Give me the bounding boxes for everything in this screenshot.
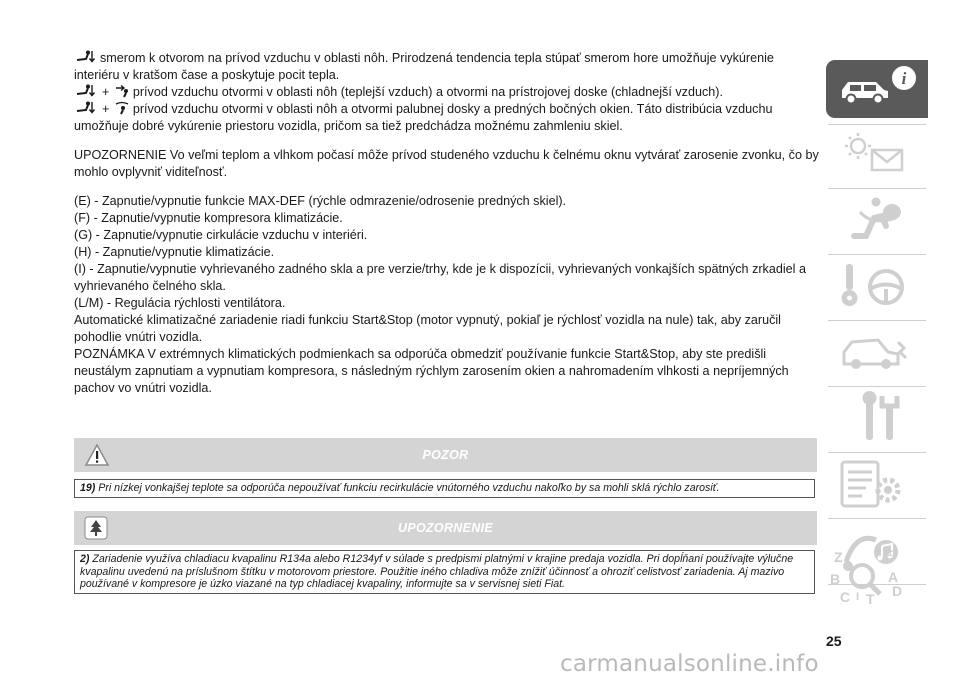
paragraph-warning: UPOZORNENIE Vo veľmi teplom a vlhkom počasí môže prívod studeného vzduchu k čelnému oknu vytvárať zarosenie zvonku, čo by mohlo ovplyvniť viditeľnosť.	[74, 148, 819, 179]
upozornenie-number: 2)	[80, 553, 90, 565]
watermark: carmanualsonline.info	[560, 651, 819, 677]
warning-lights-icon	[826, 126, 928, 184]
list-item: (L/M) - Regulácia rýchlosti ventilátora.	[74, 296, 286, 310]
upozornenie-body	[74, 550, 815, 594]
list-item: (F) - Zapnutie/vypnutie kompresora klimatizácie.	[74, 211, 343, 225]
tab-safety[interactable]	[826, 192, 928, 250]
pozor-body	[74, 479, 815, 498]
list-item: Automatické klimatizačné zariadenie riadi funkciu Start&Stop (motor vypnutý, pokiaľ je rýchlosť vozidla na nule) tak, aby zaručil pohodlie vnútri vozidla.	[74, 313, 781, 344]
wrench-icon	[826, 390, 928, 448]
airbag-seat-icon	[826, 192, 928, 250]
list-item: POZNÁMKA V extrémnych klimatických podmienkach sa odporúča obmedziť používanie funkcie Start&Stop, aby ste predišli neustálym zapnutiam a vypnutiam kompresora, s následným rýchlym zarosením okien a nahromadením vlhkosti a nepríjemných pachov vo vnútri vozidla.	[74, 347, 789, 395]
pozor-header	[74, 438, 817, 472]
pozor-text: Pri nízkej vonkajšej teplote sa odporúča nepoužívať funkciu recirkulácie vnútorného vzduchu nakoľko by sa mohli sklá rýchlo zarosiť.	[98, 482, 720, 494]
specs-gear-icon	[826, 456, 928, 514]
tab-warning-lights[interactable]	[826, 126, 928, 184]
index-letters-icon	[826, 548, 928, 606]
air-feet-icon	[74, 101, 96, 115]
car-info-icon	[826, 60, 928, 118]
paragraph-feet-windscreen: + prívod vzduchu otvormi v oblasti nôh a otvormi palubnej dosky a predných bočných okien. Táto distribúcia vzduchu umožňuje dobré vykúrenie priestoru vozidla, pričom sa tiež predchádza možnému zahmleniu skiel.	[74, 102, 773, 133]
car-crash-icon	[826, 324, 928, 382]
index-letter: I	[856, 591, 860, 603]
tab-maintenance[interactable]	[826, 390, 928, 448]
upozornenie-header	[74, 511, 817, 545]
svg-text:i: i	[901, 69, 907, 88]
air-feet-icon	[74, 50, 96, 64]
upozornenie-title: UPOZORNENIE	[398, 521, 493, 535]
paragraph-feet: smerom k otvorom na prívod vzduchu v oblasti nôh. Prirodzená tendencia tepla stúpať smerom hore umožňuje vykúrenie interiéru v kratšom čase a poskytuje pocit tepla.	[74, 51, 774, 82]
list-item: (G) - Zapnutie/vypnutie cirkulácie vzduchu v interiéri.	[74, 228, 368, 242]
air-windscreen-icon	[115, 101, 129, 115]
tab-index[interactable]	[826, 548, 928, 606]
pozor-title: POZOR	[422, 448, 469, 462]
upozornenie-text: Zariadenie využíva chladiacu kvapalinu R134a alebo R1234yf v súlade s predpismi platnými v krajine predaja vozidla. Pri dopĺňaní používajte výlučne kvapalinu uvedenú na príslušnom štítku v motorovom priestore. Použitie iného chladiva môže znížiť účinnosť a ohroziť celistvosť zariadenia. Aj mazivo používané v kompresore je úzko viazané na typ chladiacej kvapaliny, informujte sa v servisnej sieti Fiat.	[80, 553, 794, 590]
list-item: (E) - Zapnutie/vypnutie funkcie MAX-DEF (rýchle odmrazenie/odrosenie predných skiel).	[74, 194, 567, 208]
body-text	[74, 50, 822, 397]
tab-technical-data[interactable]	[826, 456, 928, 514]
air-feet-icon	[74, 84, 96, 98]
list-item: (I) - Zapnutie/vypnutie vyhrievaného zadného skla a pre verzie/trhy, kde je k dispozícii, vyhrievaných vonkajších spätných zrkadiel a vyhrievaného čelného skla.	[74, 262, 806, 293]
key-steering-icon	[826, 258, 928, 316]
index-letter: E	[884, 548, 894, 563]
pozor-number: 19)	[80, 482, 96, 494]
air-face-icon	[115, 84, 129, 98]
paragraph-feet-dash: + prívod vzduchu otvormi v oblasti nôh (teplejší vzduch) a otvormi na prístrojovej doske (chladnejší vzduch).	[74, 84, 822, 101]
index-letter: C	[840, 589, 851, 605]
index-letter: T	[866, 591, 875, 606]
index-letter: A	[888, 569, 899, 585]
index-letter: Z	[834, 549, 843, 565]
page-number: 25	[826, 633, 842, 649]
tab-starting-driving[interactable]	[826, 258, 928, 316]
tab-emergency[interactable]	[826, 324, 928, 382]
index-letter: D	[892, 583, 903, 599]
index-letter: B	[830, 571, 841, 587]
tab-car-info[interactable]	[826, 60, 928, 118]
list-item: (H) - Zapnutie/vypnutie klimatizácie.	[74, 245, 275, 259]
